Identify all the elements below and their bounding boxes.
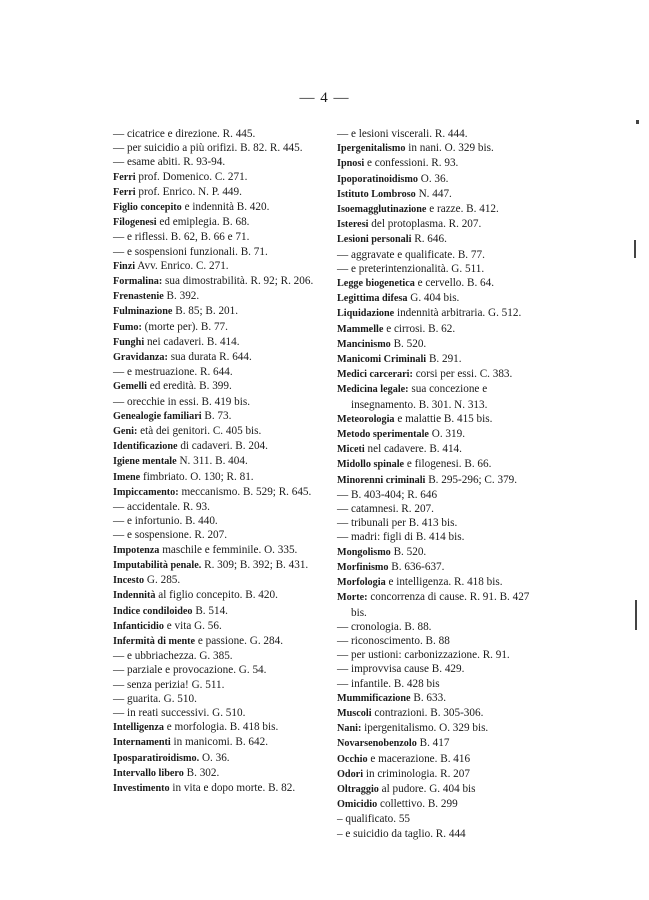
entry-text: indennità arbitraria. G. 512. [394,307,522,320]
entry-heading: Ferri [113,186,136,198]
entry-text: B. 295-296; C. 379. [425,473,518,486]
entry-text: B. 514. [192,604,228,617]
entry-heading: Morfologia [337,577,386,589]
entry-text: — improvvisa cause B. 429. [337,663,465,676]
index-entry [337,156,545,171]
index-entry [113,558,343,573]
entry-heading: Manicomi Criminali [337,354,427,366]
index-entry [337,677,545,691]
entry-heading: Medicina legale: [337,384,409,396]
index-entry [113,230,343,244]
entry-text: B. 302. [183,766,220,779]
entry-heading: Formalina: [113,276,163,288]
entry-heading: Istituto Lombroso [337,188,416,200]
entry-text: e malattie B. 415 bis. [394,412,493,425]
index-entry [113,289,343,304]
index-entry [337,721,545,736]
page-number: — 4 — [299,90,350,106]
entry-text: — e sospensioni funzionali. B. 71. [113,245,268,258]
index-entry [337,367,545,382]
index-entry [113,766,343,781]
entry-heading: Muscoli [337,707,372,719]
index-entry [113,395,343,409]
index-entry [337,662,545,676]
entry-text: (morte per). B. 77. [141,320,228,333]
entry-text: B. 520. [390,337,427,350]
entry-text: di cadaveri. B. 204. [177,440,268,453]
entry-heading: Geni: [113,426,138,438]
index-entry [113,170,343,185]
entry-text: al figlio concepito. B. 420. [155,589,278,602]
entry-text: B. 85; B. 201. [172,305,239,318]
entry-heading: Infermità di mente [113,635,196,647]
index-entry [113,528,343,542]
index-entry [113,350,343,365]
entry-text: e passione. G. 284. [195,634,283,647]
entry-text: O. 36. [417,172,449,185]
entry-text: Avv. Enrico. C. 271. [135,259,229,272]
scan-mark [635,600,637,630]
entry-heading: Intelligenza [113,722,164,734]
entry-heading: Gravidanza: [113,352,168,364]
index-entry [337,827,545,841]
index-entry [337,648,545,662]
entry-text: — catamnesi. R. 207. [337,503,434,516]
entry-heading: Genealogie familiari [113,410,202,422]
entry-heading: Omicidio [337,799,378,811]
entry-text: fimbriato. O. 130; R. 81. [140,470,254,483]
index-entry [113,127,343,141]
index-entry [113,470,343,485]
index-entry [113,485,343,500]
index-entry [337,530,545,544]
entry-heading: Gemelli [113,381,147,393]
entry-text: — parziale e provocazione. G. 54. [113,664,267,677]
entry-heading: Iposparatiroidismo. [113,752,200,764]
entry-heading: Fumo: [113,321,142,333]
scan-mark [636,120,639,124]
index-entry [113,573,343,588]
entry-text: maschile e femminile. O. 335. [159,543,298,556]
entry-heading: Filogenesi [113,217,157,229]
entry-text: — esame abiti. R. 93-94. [113,156,226,169]
index-entry [113,245,343,259]
index-entry [113,634,343,649]
entry-heading: Indennità [113,590,156,602]
entry-heading: Infanticidio [113,620,164,632]
entry-text: sua durata R. 644. [167,351,252,364]
index-entry [337,322,545,337]
entry-heading: Investimento [113,782,170,794]
index-entry [113,274,343,289]
entry-text: B. 73. [201,409,232,422]
entry-heading: Frenastenie [113,291,164,303]
entry-heading: Ipergenitalismo [337,143,406,155]
index-entry [337,352,545,367]
index-entry [113,500,343,514]
entry-heading: Isoemagglutinazione [337,204,427,216]
entry-text: e morfologia. B. 418 bis. [163,721,279,734]
entry-text: G. 285. [144,574,181,587]
entry-heading: Finzi [113,260,136,272]
entry-text: ed eredità. B. 399. [146,380,232,393]
index-entry [113,200,343,215]
index-entry [337,127,545,141]
entry-text: — tribunali per B. 413 bis. [337,517,458,530]
index-entry [337,217,545,232]
entry-text: del protoplasma. R. 207. [368,218,482,231]
index-entry [113,649,343,663]
entry-text: — madri: figli di B. 414 bis. [337,531,465,544]
entry-heading: Legge biogenetica [337,278,415,290]
entry-text: in nani. O. 329 bis. [405,142,494,155]
entry-heading: Liquidazione [337,308,395,320]
entry-text: concorrenza di cause. R. 91. B. 427 bis. [351,591,530,619]
index-entry [113,259,343,274]
index-entry [113,409,343,424]
entry-text: — e ubbriachezza. G. 385. [113,650,233,663]
index-entry [113,720,343,735]
entry-heading: Midollo spinale [337,459,405,471]
entry-text: — orecchie in essi. B. 419 bis. [113,395,251,408]
index-entry [113,320,343,335]
entry-text: — per suicidio a più orifizi. B. 82. R. 445. [113,142,303,155]
entry-heading: Morte: [337,592,368,604]
entry-text: — in reati successivi. G. 510. [113,706,246,719]
entry-heading: Igiene mentale [113,456,177,468]
entry-text: sua dimostrabilità. R. 92; R. 206. [162,275,314,288]
entry-heading: Morfinismo [337,561,389,573]
index-entry [337,736,545,751]
index-entry [113,454,343,469]
entry-text: nei cadaveri. B. 414. [144,335,240,348]
entry-text: contrazioni. B. 305-306. [371,706,484,719]
index-entry [337,706,545,721]
entry-text: B. 636-637. [388,560,445,573]
entry-text: G. 404 bis. [407,292,460,305]
index-entry [113,379,343,394]
entry-heading: Impiccamento: [113,486,179,498]
entry-text: in manicomi. B. 642. [170,736,268,749]
index-entry [337,141,545,156]
entry-text: — accidentale. R. 93. [113,501,210,514]
index-entry [337,337,545,352]
entry-text: — guarita. G. 510. [113,692,197,705]
index-entry [337,516,545,530]
index-entry [113,365,343,379]
entry-text: ipergenitalismo. O. 329 bis. [361,722,489,735]
entry-text: collettivo. B. 299 [377,798,458,811]
entry-heading: Minorenni criminali [337,474,426,486]
entry-heading: Metodo sperimentale [337,429,429,441]
entry-text: — e lesioni viscerali. R. 444. [337,128,468,140]
index-entry [337,382,545,411]
index-entry [337,782,545,797]
entry-text: N. 447. [415,187,452,200]
entry-heading: Mongolismo [337,546,391,558]
index-entry [337,560,545,575]
index-entry [337,291,545,306]
index-entry [113,215,343,230]
index-entry [337,691,545,706]
entry-text: in vita e dopo morte. B. 82. [169,781,296,794]
index-entry [113,663,343,677]
entry-text: O. 36. [199,751,230,764]
entry-text: — e sospensione. R. 207. [113,529,228,542]
entry-heading: Occhio [337,753,368,765]
entry-heading: Mummificazione [337,692,411,704]
entry-text: e vita G. 56. [163,619,222,632]
index-entry [337,442,545,457]
entry-heading: Medici carcerari: [337,369,413,381]
entry-text: O. 319. [428,428,466,441]
index-column-left [113,127,343,796]
index-column-right [337,127,545,841]
entry-heading: Internamenti [113,737,171,749]
index-entry [337,812,545,826]
index-entry [113,439,343,454]
entry-heading: Incesto [113,575,145,587]
index-entry [337,797,545,812]
entry-heading: Identificazione [113,441,178,453]
entry-text: meccanismo. B. 529; R. 645. [178,485,312,498]
entry-text: e cervello. B. 64. [414,277,495,290]
entry-heading: Novarsenobenzolo [337,738,417,750]
entry-text: — cicatrice e direzione. R. 445. [113,128,256,140]
index-entry [113,678,343,692]
entry-heading: Isteresi [337,219,369,231]
index-entry [337,590,545,619]
index-entry [113,424,343,439]
entry-text: — riconoscimento. B. 88 [337,634,450,647]
index-entry [113,735,343,750]
index-entry [337,502,545,516]
index-entry [337,202,545,217]
index-entry [337,276,545,291]
entry-text: prof. Enrico. N. P. 449. [135,185,242,198]
entry-heading: Nani: [337,723,362,735]
index-entry [337,248,545,262]
entry-text: ed emiplegia. B. 68. [156,216,250,229]
entry-text: in criminologia. R. 207 [363,767,470,780]
index-entry [113,588,343,603]
entry-text: — e preterintenzionalità. G. 511. [337,262,485,275]
index-entry [113,155,343,169]
index-entry [113,619,343,634]
index-entry [337,457,545,472]
index-entry [113,604,343,619]
index-entry [337,187,545,202]
entry-heading: Lesioni personali [337,234,412,246]
index-entry [337,427,545,442]
entry-heading: Oltraggio [337,783,379,795]
entry-text: — cronologia. B. 88. [337,620,432,633]
entry-text: — e mestruazione. R. 644. [113,366,233,379]
scan-mark [634,240,636,258]
entry-text: B. 520. [390,545,427,558]
index-entry [337,473,545,488]
index-entry [337,575,545,590]
entry-text: e intelligenza. R. 418 bis. [385,576,503,589]
index-entry [113,751,343,766]
index-entry [337,767,545,782]
entry-text: — aggravate e qualificate. B. 77. [337,248,485,261]
entry-text: R. 646. [411,233,447,246]
entry-heading: Imene [113,471,141,483]
index-entry [337,262,545,276]
entry-text: — per ustioni: carbonizzazione. R. 91. [337,649,510,662]
entry-text: B. 417 [416,737,450,750]
entry-text: corsi per essi. C. 383. [412,368,513,381]
entry-heading: Ipnosi [337,158,365,170]
entry-heading: Mancinismo [337,338,391,350]
entry-heading: Ferri [113,171,136,183]
index-entry [337,620,545,634]
entry-text: al pudore. G. 404 bis [378,782,476,795]
entry-heading: Meteorologia [337,413,395,425]
index-entry [113,514,343,528]
entry-text: – e suicidio da taglio. R. 444 [337,827,466,840]
entry-text: sua concezione e insegnamento. B. 301. N. 313. [351,383,488,411]
entry-text: B. 392. [163,290,200,303]
index-entry [113,692,343,706]
entry-text: B. 291. [426,353,462,366]
entry-text: prof. Domenico. C. 271. [135,170,248,183]
entry-heading: Funghi [113,336,145,348]
index-entry [337,412,545,427]
entry-text: — e riflessi. B. 62, B. 66 e 71. [113,231,250,244]
entry-text: e confessioni. R. 93. [364,157,459,170]
entry-heading: Figlio concepito [113,202,182,214]
index-entry [113,304,343,319]
entry-text: R. 309; B. 392; B. 431. [201,558,309,571]
entry-heading: Fulminazione [113,306,173,318]
entry-text: e cirrosi. B. 62. [383,322,456,335]
entry-text: nel cadavere. B. 414. [364,443,462,456]
index-entry [337,306,545,321]
entry-text: – qualificato. 55 [337,813,411,826]
entry-heading: Odori [337,768,364,780]
entry-heading: Indice condiloideo [113,605,193,617]
entry-text: e indennità B. 420. [181,201,270,214]
index-entry [113,185,343,200]
index-entry [337,752,545,767]
index-entry [337,232,545,247]
index-entry [113,781,343,796]
entry-text: — e infortunio. B. 440. [113,515,218,528]
index-entry [337,634,545,648]
entry-text: N. 311. B. 404. [176,455,248,468]
index-entry [113,335,343,350]
entry-text: e razze. B. 412. [426,203,499,216]
entry-text: età dei genitori. C. 405 bis. [137,425,262,438]
entry-heading: Intervallo libero [113,767,184,779]
index-entry [337,488,545,502]
entry-text: e filogenesi. B. 66. [404,458,492,471]
entry-text: B. 633. [410,691,446,704]
entry-heading: Impotenza [113,544,160,556]
entry-heading: Ipoporatinoidismo [337,173,418,185]
entry-text: e macerazione. B. 416 [367,752,471,765]
index-entry [337,172,545,187]
index-entry [113,706,343,720]
entry-heading: Miceti [337,444,365,456]
entry-heading: Legittima difesa [337,293,408,305]
entry-text: — senza perizia! G. 511. [113,678,225,691]
index-entry [113,543,343,558]
entry-heading: Imputabilità penale. [113,559,202,571]
entry-text: — B. 403-404; R. 646 [337,488,438,501]
index-entry [113,141,343,155]
entry-heading: Mammelle [337,323,384,335]
index-entry [337,545,545,560]
entry-text: — infantile. B. 428 bis [337,677,440,690]
